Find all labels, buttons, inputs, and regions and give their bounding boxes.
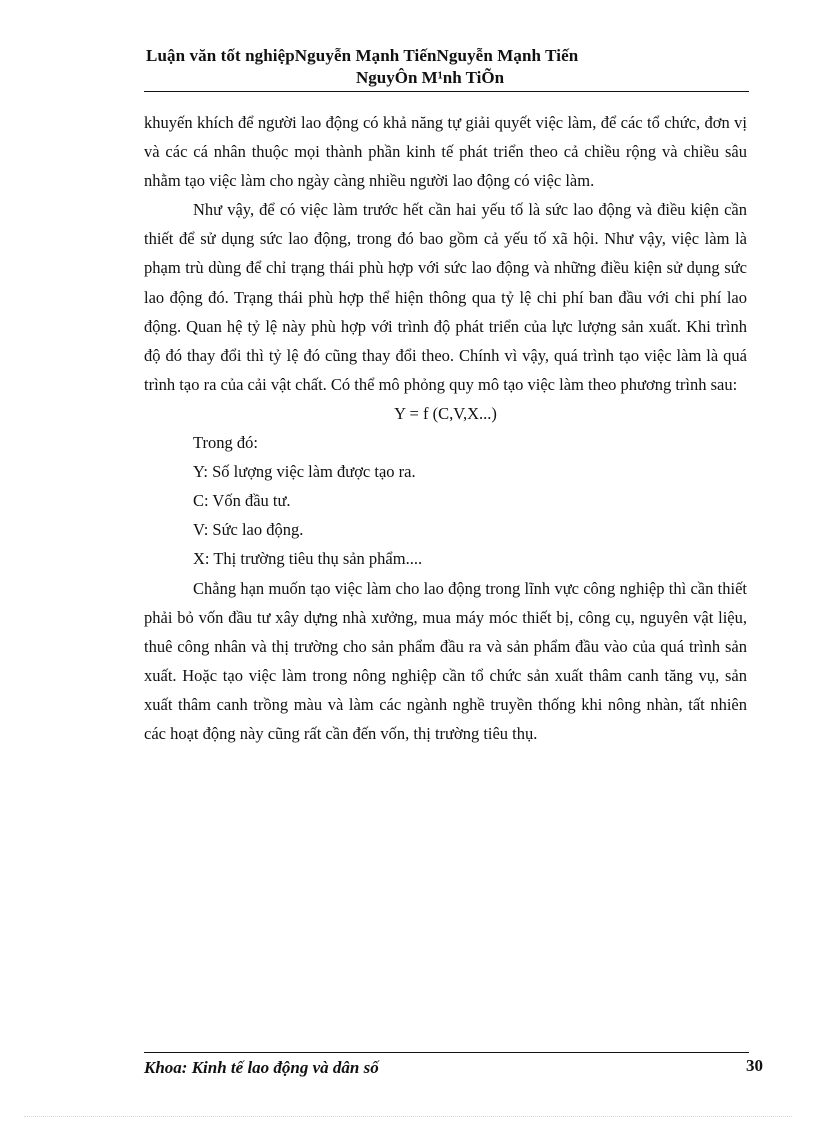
page-edge-dotted-line bbox=[24, 1116, 792, 1117]
formula-variable-v: V: Sức lao động. bbox=[193, 520, 304, 540]
running-header-author: NguyÔn M¹nh TiÕn bbox=[356, 68, 505, 87]
formula-variable-y: Y: Số lượng việc làm được tạo ra. bbox=[193, 462, 416, 482]
formula-variable-x: X: Thị trường tiêu thụ sản phẩm.... bbox=[193, 549, 423, 569]
header-divider bbox=[144, 91, 749, 92]
page-number: 30 bbox=[746, 1056, 763, 1075]
paragraph-continuation: khuyến khích để người lao động có khả năng tự giải quyết việc làm, để các tổ chức, đơn vị và các cá nhân thuộc mọi thành phần kinh tế phát triển theo cả chiều rộng và chiều sâu nhằm tạo việc làm cho ngày càng nhiều người lao động có việc làm. bbox=[144, 113, 747, 191]
footer-faculty: Khoa: Kinh tế lao động và dân số bbox=[144, 1058, 379, 1077]
formula-variable-c: C: Vốn đầu tư. bbox=[193, 491, 291, 511]
running-header-title: Luận văn tốt nghiệpNguyễn Mạnh TiếnNguyễn Mạnh Tiến bbox=[146, 46, 579, 65]
paragraph-example: Chẳng hạn muốn tạo việc làm cho lao động trong lĩnh vực công nghiệp thì cần thiết phải bỏ vốn đầu tư xây dựng nhà xưởng, mua máy móc thiết bị, công cụ, nguyên vật liệu, thuê công nhân và thị trường cho sản phẩm đầu ra và sản phẩm đầu vào của quá trình sản xuất. Hoặc tạo việc làm trong nông nghiệp cần tổ chức sản xuất thâm canh tăng vụ, sản xuất thâm canh trồng màu và làm các ngành nghề truyền thống khi nông nhàn, tất nhiên các hoạt động này cũng rất cần đến vốn, thị trường tiêu thụ. bbox=[144, 578, 747, 743]
footer-divider bbox=[144, 1052, 749, 1053]
formula: Y = f (C,V,X...) bbox=[394, 403, 497, 423]
document-body bbox=[144, 108, 747, 748]
formula-where-label: Trong đó: bbox=[193, 433, 258, 453]
paragraph-employment-definition: Như vậy, để có việc làm trước hết cần hai yếu tố là sức lao động và điều kiện cần thiết để sử dụng sức lao động, trong đó bao gồm cả yếu tố xã hội. Như vậy, việc làm là phạm trù dùng để chỉ trạng thái phù hợp với sức lao động và những điều kiện sử dụng sức lao động đó. Trạng thái phù hợp thể hiện thông qua tỷ lệ chi phí ban đầu với chi phí lao động. Quan hệ tỷ lệ này phù hợp với trình độ phát triển của lực lượng sản xuất. Khi trình độ đó thay đổi thì tỷ lệ đó cũng thay đổi theo. Chính vì vậy, quá trình tạo việc làm là quá trình tạo ra của cải vật chất. Có thể mô phỏng quy mô tạo việc làm theo phương trình sau: bbox=[144, 200, 747, 394]
